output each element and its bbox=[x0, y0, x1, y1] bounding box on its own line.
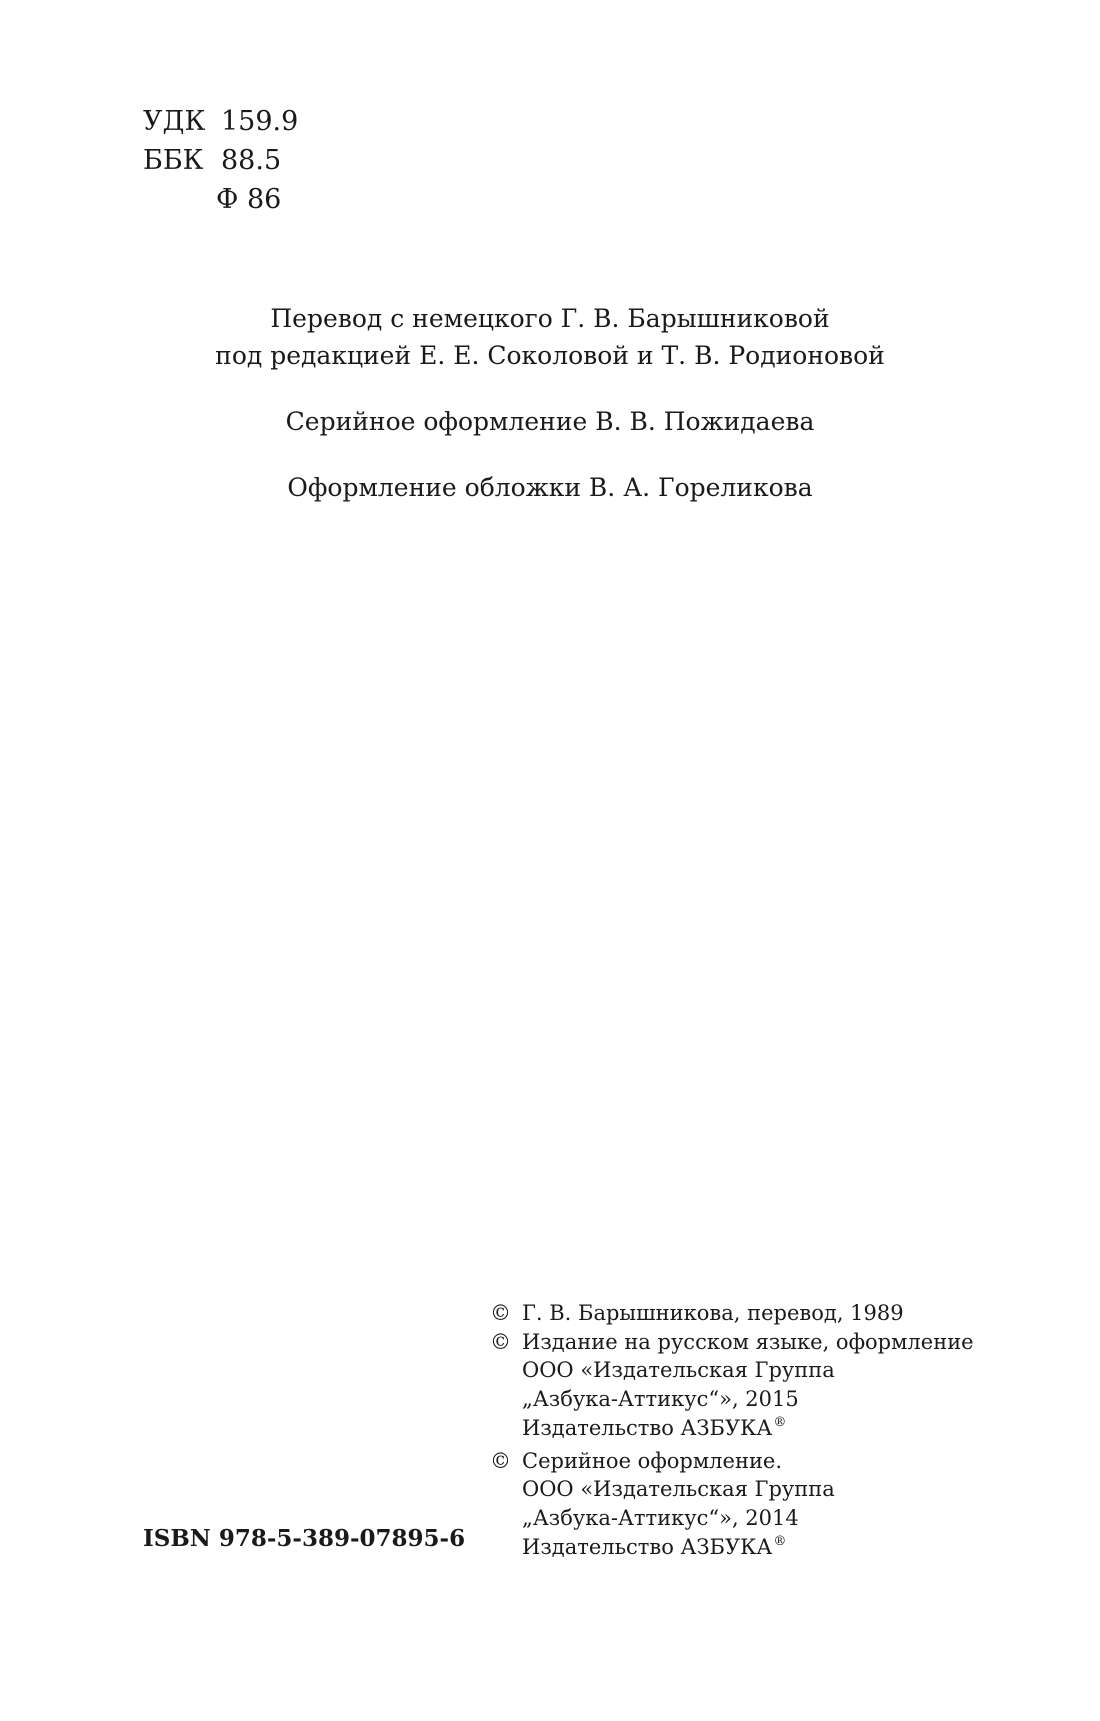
copyright-entry-edition bbox=[490, 1328, 974, 1447]
series-design-line: Серийное оформление В. В. Пожидаева bbox=[285, 407, 815, 436]
copyright-block bbox=[490, 1299, 974, 1565]
copyright-mark: © bbox=[490, 1448, 511, 1473]
copyright-mark: © bbox=[490, 1301, 511, 1325]
registered-mark: ® bbox=[773, 1414, 787, 1430]
bbk-label: ББК bbox=[143, 145, 204, 176]
copyright-mark: © bbox=[490, 1329, 511, 1354]
author-mark-row bbox=[143, 180, 298, 219]
registered-mark: ® bbox=[773, 1533, 787, 1549]
copyright-line: Г. В. Барышникова, перевод, 1989 bbox=[522, 1301, 904, 1325]
udk-row bbox=[143, 102, 298, 141]
credits-block bbox=[0, 300, 1100, 506]
series-design-credit bbox=[0, 403, 1100, 440]
bbk-row bbox=[143, 141, 298, 180]
copyright-line: „Азбука-Аттикус“», 2015 bbox=[522, 1387, 799, 1412]
copyright-lines bbox=[522, 1328, 974, 1447]
translation-credit bbox=[0, 300, 1100, 374]
udk-label: УДК bbox=[143, 106, 206, 137]
copyright-line: Серийное оформление. bbox=[522, 1448, 783, 1473]
copyright-line-publisher bbox=[522, 1414, 974, 1447]
copyright-line-publisher bbox=[522, 1533, 835, 1566]
author-mark: Ф 86 bbox=[216, 184, 282, 215]
cover-design-credit bbox=[0, 469, 1100, 506]
isbn: ISBN 978-5-389-07895-6 bbox=[143, 1525, 466, 1552]
translation-line-1: Перевод с немецкого Г. В. Барышниковой bbox=[270, 304, 830, 333]
copyright-lines bbox=[522, 1299, 904, 1328]
classification-block bbox=[143, 102, 298, 219]
copyright-line: Издание на русском языке, оформление bbox=[522, 1329, 974, 1354]
publisher-name: Издательство АЗБУКА bbox=[522, 1415, 773, 1440]
udk-value: 159.9 bbox=[221, 106, 299, 137]
publisher-name: Издательство АЗБУКА bbox=[522, 1534, 773, 1559]
bbk-value: 88.5 bbox=[221, 145, 282, 176]
copyright-line: ООО «Издательская Группа bbox=[522, 1358, 835, 1383]
copyright-lines bbox=[522, 1447, 835, 1566]
copyright-entry-series bbox=[490, 1447, 974, 1566]
copyright-line: ООО «Издательская Группа bbox=[522, 1477, 835, 1502]
copyright-entry-translation bbox=[490, 1299, 974, 1328]
copyright-line: „Азбука-Аттикус“», 2014 bbox=[522, 1505, 799, 1530]
cover-design-line: Оформление обложки В. А. Гореликова bbox=[287, 473, 813, 502]
translation-line-2: под редакцией Е. Е. Соколовой и Т. В. Родионовой bbox=[215, 341, 885, 370]
